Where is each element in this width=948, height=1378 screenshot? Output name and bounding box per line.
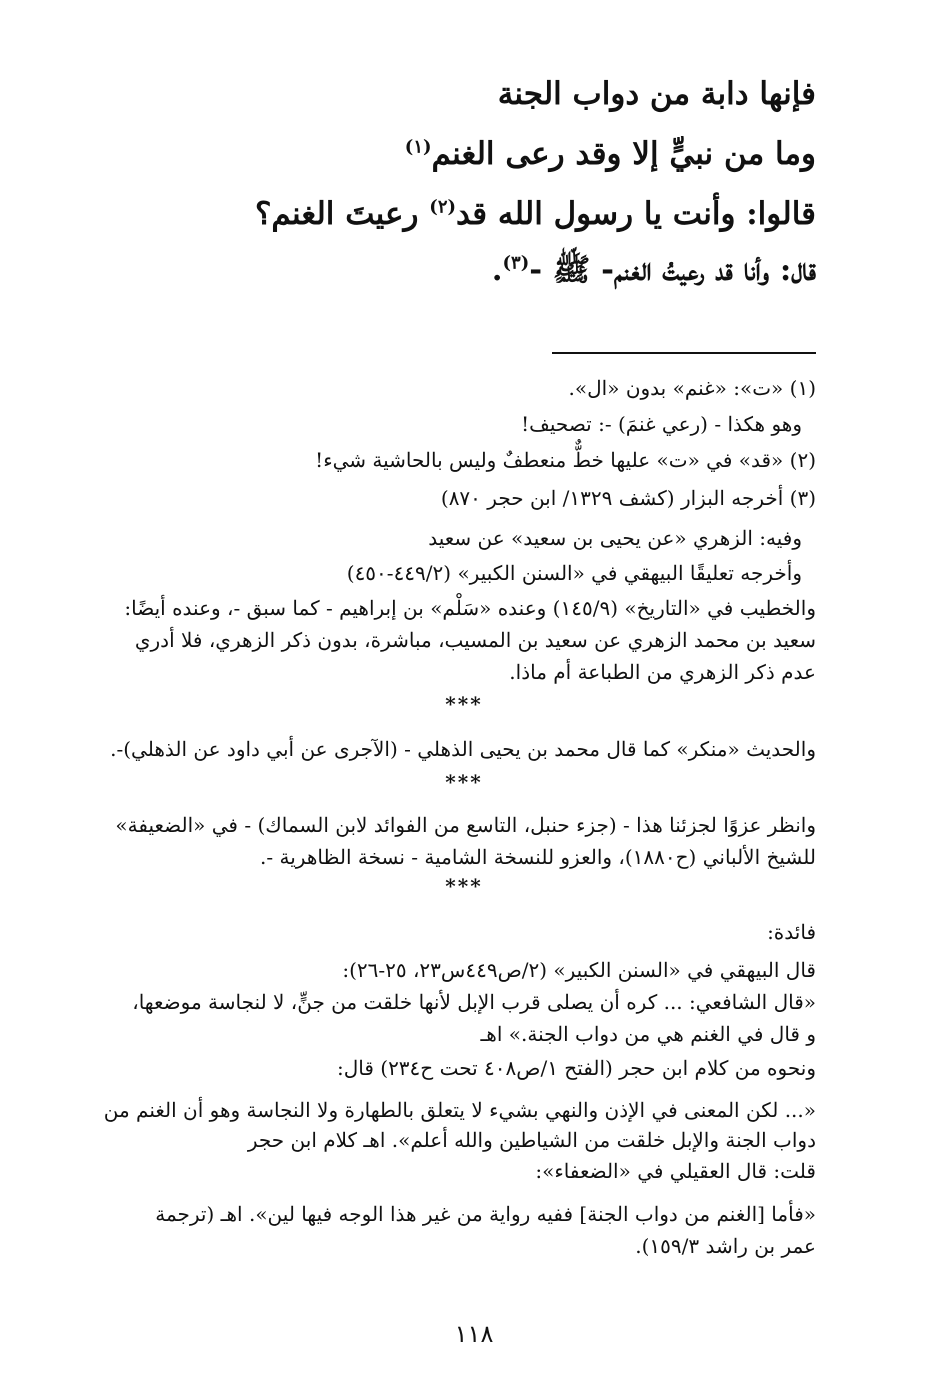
footnote-1-note: وهو هكذا - (رعي غنمَ) -: تصحيف! [521,412,802,436]
footnote-3-line-3: وأخرجه تعليقًا البيهقي في «السنن الكبير» (٤٤٩/٢-٤٥٠) [346,561,802,585]
benefit-line-7: قلت: قال العقيلي في «الضعفاء»: [535,1159,816,1183]
page-number: ١١٨ [454,1320,494,1348]
footnote-separator [552,352,816,354]
benefit-heading: فائدة: [767,920,816,944]
benefit-line-1: قال البيهقي في «السنن الكبير» (٢/ص٤٤٩س٢٣، ٢٥-٢٦): [342,958,816,982]
benefit-line-9: عمر بن راشد ١٥٩/٣). [635,1234,816,1258]
footnote-3: (٣) أخرجه البزار (كشف ١٣٢٩/ ابن حجر ٨٧٠) [440,486,816,510]
footnote-3-line-2: وفيه: الزهري «عن يحيى بن سعيد» عن سعيد [428,526,802,550]
footnote-ref-2: (٢) [429,196,457,218]
benefit-line-4: ونحوه من كلام ابن حجر (الفتح ١/ص٤٠٨ تحت ح٢٣٤) قال: [336,1056,816,1080]
benefit-line-3: و قال في الغنم هي من دواب الجنة.» اهـ [480,1022,816,1046]
section-divider-3: *** [445,874,483,898]
verse-line-2: وما من نبيٍّ إلا وقد رعى الغنم$^{(١)}$ [404,136,816,172]
footnote-ref-1: (١) [404,136,432,158]
verse-line-1: فإنها دابة من دواب الجنة [497,76,816,112]
verse-line-3: قالوا: وأنت يا رسول الله قد$^{(٢)}$ رعيتَ الغنم؟ [254,196,816,232]
footnote-2: (٢) «قد» في «ت» عليها خطٌّ منعطفٌ وليس بالحاشية شيء! [315,448,816,472]
verse-line-4: قال: وأنا قد رعيتُ الغنم- ﷺ -$^{(٣)}$. [491,252,816,288]
footnote-3-line-5: سعيد بن محمد الزهري عن سعيد بن المسيب، مباشرة، بدون ذكر الزهري، فلا أدري [134,628,816,652]
reference-line-1: وانظر عزوًا لجزئنا هذا - (جزء حنبل، التاسع من الفوائد لابن السماك) - في «الضعيفة» [115,813,816,837]
footnote-3-line-4: والخطيب في «التاريخ» (١٤٥/٩) وعنده «سَلْم» بن إبراهيم - كما سبق -، وعنده أيضًا: [124,596,816,620]
footnote-3-line-6: عدم ذكر الزهري من الطباعة أم ماذا. [509,660,816,684]
benefit-line-2: «قال الشافعي: ... كره أن يصلى قرب الإبل لأنها خلقت من جنٍّ، لا لنجاسة موضعها، [132,990,816,1014]
benefit-line-6: دواب الجنة والإبل خلقت من الشياطين والله أعلم». اهـ كلام ابن حجر [247,1128,816,1152]
section-divider-1: *** [445,692,483,716]
footnote-ref-3: (٣) [502,252,530,274]
benefit-line-5: «... لكن المعنى في الإذن والنهي بشيء لا يتعلق بالطهارة ولا النجاسة وهو أن الغنم من [103,1098,816,1122]
footnote-1: (١) «ت»: «غنم» بدون «ال». [568,376,816,400]
section-divider-2: *** [445,770,483,794]
benefit-line-8: «فأما [الغنم من دواب الجنة] ففيه رواية من غير هذا الوجه فيها لين». اهـ (ترجمة [155,1202,816,1226]
reference-line-2: للشيخ الألباني (ح١٨٨٠)، والعزو للنسخة الشامية - نسخة الظاهرية -. [260,845,816,869]
hadith-grade-line: والحديث «منكر» كما قال محمد بن يحيى الذهلي - (الآجرى عن أبي داود عن الذهلي)-. [110,737,816,761]
